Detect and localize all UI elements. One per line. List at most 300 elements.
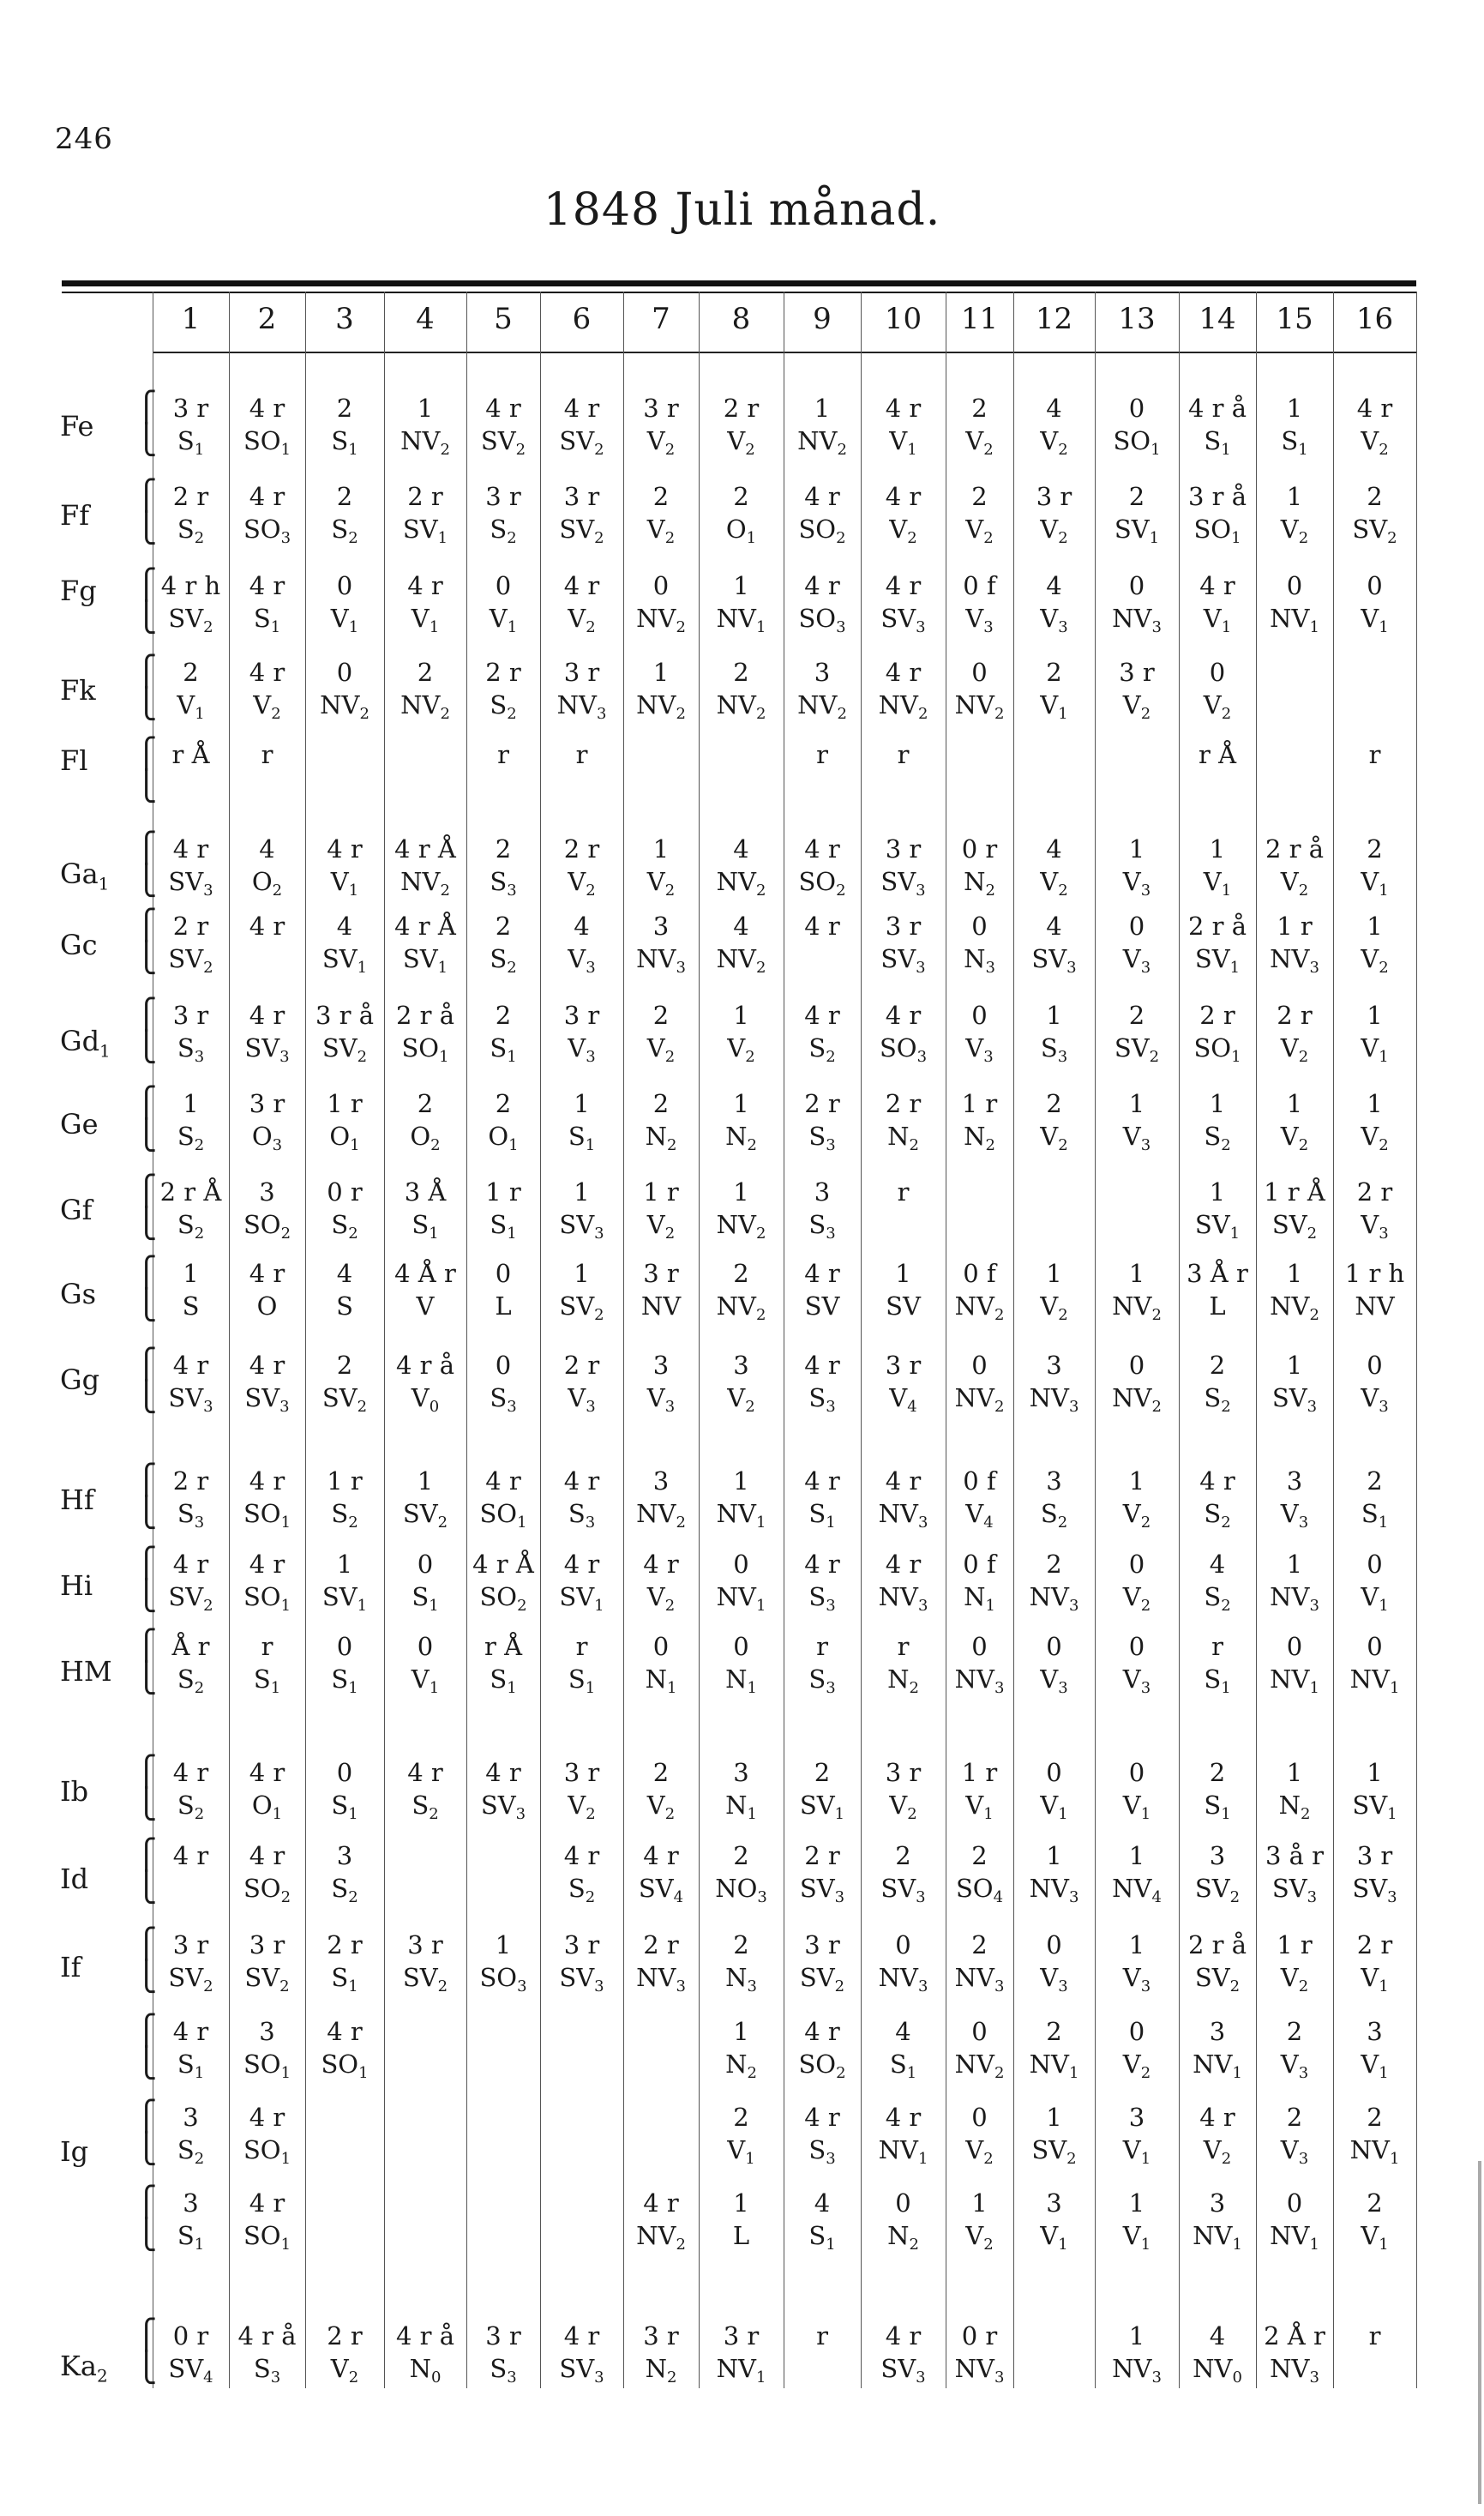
cell-direction: $V_3$ <box>1280 2050 1309 2082</box>
cell-direction: $V_2$ <box>1203 2135 1232 2168</box>
cell-value: 1 <box>574 1259 590 1288</box>
cell-direction: $SV_2$ <box>480 426 526 459</box>
cell-direction: $N_2$ <box>887 1122 919 1154</box>
cell-direction: $V_2$ <box>1280 1122 1309 1154</box>
cell-value: 0 <box>971 1632 988 1661</box>
cell-value: 2 <box>652 1089 670 1118</box>
cell-direction: $V_3$ <box>1122 867 1151 900</box>
cell-value: 2 <box>733 1841 749 1870</box>
cell-direction: $SV_1$ <box>321 944 368 977</box>
cell-value: 1 r <box>961 1758 998 1787</box>
cell-direction: $S_1$ <box>412 1210 439 1243</box>
cell-value: 4 <box>1209 1550 1226 1579</box>
cell-direction: $V_1$ <box>1040 2221 1068 2254</box>
column-header-day-11: 11 <box>960 302 999 336</box>
cell-value: 1 <box>574 1089 590 1118</box>
cell-direction: $N_2$ <box>887 1664 919 1697</box>
column-header-day-7: 7 <box>652 302 670 336</box>
cell-direction: $V_1$ <box>727 2135 755 2168</box>
brace-top-glyph: ⎧ <box>135 737 158 771</box>
cell-direction: $SO_1$ <box>243 2135 291 2168</box>
cell-value: 0 f <box>963 571 996 600</box>
cell-value: 4 <box>1046 394 1062 423</box>
cell-value: 0 <box>1046 1758 1062 1787</box>
cell-direction: $SO_1$ <box>1193 1033 1241 1066</box>
column-header-day-13: 13 <box>1118 302 1156 336</box>
cell-direction: $NV_3$ <box>1112 604 1162 636</box>
cell-value: 0 f <box>963 1466 996 1496</box>
cell-direction: $SV_1$ <box>559 1582 604 1615</box>
cell-value: 2 r <box>1356 1930 1393 1959</box>
cell-value: 1 <box>733 571 749 600</box>
cell-value: 4 r <box>249 1351 285 1380</box>
cell-direction: $S_1$ <box>490 1664 517 1697</box>
cell-direction: $SV_3$ <box>1031 944 1077 977</box>
brace-top-glyph: ⎧ <box>135 1628 158 1663</box>
cell-direction: $V_1$ <box>330 867 359 900</box>
cell-value: 4 r <box>172 834 209 864</box>
cell-direction: $NV_2$ <box>797 426 847 459</box>
cell-value: 2 <box>495 1089 512 1118</box>
cell-value: 2 r å <box>1187 912 1247 941</box>
cell-value: 2 r <box>804 1841 840 1870</box>
cell-direction: $V_2$ <box>727 426 755 459</box>
cell-direction: $SO_2$ <box>798 867 846 900</box>
cell-direction: $NV_2$ <box>636 690 686 723</box>
cell-value: 2 <box>1367 2103 1383 2132</box>
cell-direction: $NV_2$ <box>1112 1383 1162 1416</box>
cell-direction: $SV_2$ <box>1114 1033 1160 1066</box>
cell-direction: $SV_3$ <box>168 867 213 900</box>
station-label: Fg <box>60 575 97 607</box>
cell-value: 4 r <box>172 1550 209 1579</box>
cell-value: 3 <box>183 2103 199 2132</box>
cell-direction: $S_1$ <box>331 1664 358 1697</box>
cell-direction: $O_1$ <box>725 515 757 547</box>
cell-direction: $V_2$ <box>889 1791 917 1823</box>
cell-value: 0 <box>1286 2188 1303 2218</box>
cell-value: 0 <box>971 1351 988 1380</box>
cell-value: 1 <box>417 1466 434 1496</box>
cell-direction: $NV_3$ <box>1029 1874 1079 1906</box>
cell-value: 3 r <box>172 1001 209 1030</box>
cell-direction: $SO_1$ <box>243 426 291 459</box>
column-header-day-6: 6 <box>572 302 592 336</box>
cell-value: 3 r <box>723 2321 760 2350</box>
cell-direction: $SV_2$ <box>1194 1963 1241 1995</box>
cell-value: 1 <box>814 394 831 423</box>
cell-direction: $NV_3$ <box>1270 944 1319 977</box>
cell-direction: L <box>495 1291 512 1321</box>
cell-direction: $S_3$ <box>808 1664 836 1697</box>
cell-direction: $S_3$ <box>808 1582 836 1615</box>
column-header-day-3: 3 <box>335 302 354 336</box>
cell-direction: $V_1$ <box>1361 2050 1389 2082</box>
cell-direction: $V_2$ <box>965 2221 994 2254</box>
cell-direction: $S_1$ <box>1204 426 1231 459</box>
cell-value: 2 <box>1046 1550 1062 1579</box>
brace-bottom-glyph: ⎩ <box>135 1870 158 1905</box>
cell-value: 4 r <box>804 2103 840 2132</box>
cell-value: 1 <box>1367 1758 1383 1787</box>
station-label: Gg <box>60 1363 100 1396</box>
cell-value: 1 <box>733 1466 749 1496</box>
brace-bottom-glyph: ⎩ <box>135 1030 158 1064</box>
cell-direction: $SV_2$ <box>559 426 604 459</box>
cell-direction: $SV_2$ <box>559 1291 604 1324</box>
cell-direction: $NV_3$ <box>1029 1383 1079 1416</box>
page-title: 1848 Juli månad. <box>543 184 941 236</box>
cell-direction: $V_2$ <box>646 867 676 900</box>
cell-value: 4 r <box>885 1001 922 1030</box>
cell-direction: $V_2$ <box>646 515 676 547</box>
cell-value: 4 <box>574 912 590 941</box>
brace-top-glyph: ⎧ <box>135 568 158 602</box>
cell-direction: $S_2$ <box>808 1033 836 1066</box>
cell-value: 2 <box>1128 1001 1145 1030</box>
brace-top-glyph: ⎧ <box>135 908 158 942</box>
cell-value: 2 r <box>172 1466 209 1496</box>
brace-bottom-glyph: ⎩ <box>135 1959 158 1994</box>
cell-value: 4 r <box>407 1758 443 1787</box>
cell-value: 2 r <box>172 482 209 511</box>
cell-direction: SV <box>886 1291 921 1321</box>
cell-direction: $NV_1$ <box>1270 604 1319 636</box>
cell-value: 4 r <box>563 1466 600 1496</box>
cell-value: 4 r <box>885 658 922 687</box>
cell-direction: $SV_2$ <box>168 944 213 977</box>
brace-top-glyph: ⎧ <box>135 1255 158 1290</box>
cell-direction: $S_3$ <box>808 2135 836 2168</box>
cell-direction: $S_1$ <box>490 1210 517 1243</box>
cell-value: 3 <box>1367 2017 1383 2046</box>
cell-direction: $S_2$ <box>490 944 517 977</box>
brace-top-glyph: ⎧ <box>135 2013 158 2048</box>
cell-direction: $S_2$ <box>177 2135 205 2168</box>
cell-direction: $S_1$ <box>1281 426 1308 459</box>
cell-direction: $SV_2$ <box>1352 515 1397 547</box>
cell-direction: $V_2$ <box>330 2354 359 2387</box>
cell-value: 1 r Å <box>1264 1177 1325 1207</box>
cell-direction: $NV_1$ <box>716 1499 766 1532</box>
cell-value: 1 <box>1128 2188 1145 2218</box>
cell-direction: $NV_2$ <box>716 1291 766 1324</box>
cell-value: 4 r <box>885 2103 922 2132</box>
cell-value: 3 <box>814 1177 831 1207</box>
cell-value: 4 r <box>804 571 840 600</box>
cell-direction: $S_1$ <box>331 426 358 459</box>
cell-direction: $V_2$ <box>889 515 917 547</box>
cell-direction: $SV_1$ <box>1194 944 1241 977</box>
cell-value: 3 <box>652 1466 670 1496</box>
brace-bottom-glyph: ⎩ <box>135 511 158 545</box>
cell-direction: $SV_1$ <box>402 944 448 977</box>
cell-value: 2 r <box>327 2321 363 2350</box>
cell-value: 2 r <box>327 1930 363 1959</box>
cell-direction: $S_2$ <box>1204 1582 1231 1615</box>
top-rule-thick <box>62 280 1416 286</box>
cell-direction: $V_1$ <box>1122 2135 1151 2168</box>
brace-bottom-glyph: ⎩ <box>135 864 158 898</box>
cell-value: 3 r <box>485 482 521 511</box>
brace-top-glyph: ⎧ <box>135 1086 158 1120</box>
cell-direction: $SV_2$ <box>321 1033 368 1066</box>
cell-value: 3 r <box>249 1930 285 1959</box>
cell-value: 0 <box>1046 1930 1062 1959</box>
column-header-day-9: 9 <box>813 302 832 336</box>
cell-direction: $S_1$ <box>177 2221 205 2254</box>
cell-value: 1 <box>1046 1259 1062 1288</box>
cell-value: 2 <box>733 1259 749 1288</box>
cell-value: 0 <box>1128 912 1145 941</box>
cell-value: 1 <box>1128 2321 1145 2350</box>
cell-value: 4 r <box>563 394 600 423</box>
cell-direction: $N_3$ <box>964 944 995 977</box>
station-label: $Ga_1$ <box>60 858 110 894</box>
cell-value: 1 <box>183 1259 199 1288</box>
cell-value: 3 <box>1209 2017 1226 2046</box>
cell-value: r <box>1368 2321 1381 2350</box>
cell-direction: $V_2$ <box>646 1033 676 1066</box>
cell-value: 1 <box>1128 834 1145 864</box>
cell-direction: $S_1$ <box>1204 1791 1231 1823</box>
cell-direction: $S_3$ <box>808 1210 836 1243</box>
cell-direction: $V_2$ <box>568 867 596 900</box>
cell-direction: $O_1$ <box>488 1122 519 1154</box>
cell-direction: $S_1$ <box>568 1664 596 1697</box>
cell-direction: $V_1$ <box>1122 1791 1151 1823</box>
cell-direction: $V_1$ <box>1361 1033 1389 1066</box>
cell-value: 2 <box>1367 1466 1383 1496</box>
cell-direction: $SO_3$ <box>479 1963 527 1995</box>
cell-direction: $V_2$ <box>1280 1033 1309 1066</box>
cell-direction: $S_3$ <box>568 1499 596 1532</box>
cell-direction: $V_2$ <box>1280 515 1309 547</box>
cell-direction: $V_2$ <box>1040 867 1068 900</box>
cell-value: 3 <box>1046 2188 1062 2218</box>
cell-value: 4 r å <box>395 2321 455 2350</box>
cell-value: 4 r <box>1356 394 1393 423</box>
cell-value: 2 <box>1367 834 1383 864</box>
cell-value: 3 r <box>885 834 922 864</box>
cell-direction: $NV_2$ <box>400 426 450 459</box>
cell-value: 0 <box>336 1632 353 1661</box>
cell-value: 4 r <box>643 1550 679 1579</box>
cell-value: 2 r <box>563 1351 600 1380</box>
cell-direction: $SO_2$ <box>798 515 846 547</box>
cell-direction: $S_1$ <box>889 2050 917 2082</box>
cell-direction: $SV_2$ <box>799 1963 845 1995</box>
cell-value: 4 r <box>804 1550 840 1579</box>
cell-value: 0 <box>1367 1351 1383 1380</box>
cell-direction: $V_2$ <box>1122 690 1151 723</box>
cell-value: 3 <box>1286 1466 1303 1496</box>
cell-value: 1 r <box>327 1466 363 1496</box>
brace-top-glyph: ⎧ <box>135 1755 158 1789</box>
cell-direction: $S_2$ <box>331 1499 358 1532</box>
cell-direction: $V_1$ <box>1361 2221 1389 2254</box>
cell-direction: $NV_1$ <box>1029 2050 1079 2082</box>
cell-value: 2 <box>733 482 749 511</box>
brace-top-glyph: ⎧ <box>135 479 158 513</box>
cell-direction: $NV_2$ <box>954 1291 1005 1324</box>
cell-value: 2 <box>417 1089 434 1118</box>
cell-value: r Å <box>484 1632 523 1661</box>
cell-value: 2 <box>1128 482 1145 511</box>
cell-value: 0 <box>417 1632 434 1661</box>
cell-direction: $S_2$ <box>331 1874 358 1906</box>
cell-direction: $SV_1$ <box>321 1582 368 1615</box>
cell-direction: $V_2$ <box>727 1383 755 1416</box>
cell-value: 2 <box>336 394 353 423</box>
station-label: Ig <box>60 2135 89 2168</box>
cell-direction: $S_3$ <box>177 1033 205 1066</box>
cell-value: 1 <box>1046 1841 1062 1870</box>
cell-direction: S <box>336 1291 353 1321</box>
cell-value: 4 r Å <box>394 912 456 941</box>
cell-value: 3 r <box>885 912 922 941</box>
cell-value: 2 <box>733 2103 749 2132</box>
cell-direction: $V_2$ <box>253 690 281 723</box>
cell-value: 4 r <box>485 394 521 423</box>
brace-bottom-glyph: ⎩ <box>135 769 158 804</box>
cell-direction: $NV_2$ <box>636 2221 686 2254</box>
cell-direction: $N_2$ <box>725 1122 757 1154</box>
cell-value: 1 <box>1286 1089 1303 1118</box>
cell-direction: $S_2$ <box>1204 1383 1231 1416</box>
cell-value: 1 r <box>1277 912 1313 941</box>
cell-value: 4 r <box>172 1758 209 1787</box>
cell-value: 0 <box>1209 658 1226 687</box>
cell-direction: $S_1$ <box>331 1791 358 1823</box>
cell-value: 3 r <box>885 1351 922 1380</box>
cell-value: 3 r <box>563 1930 600 1959</box>
cell-value: 4 <box>336 1259 353 1288</box>
cell-value: 0 <box>971 912 988 941</box>
cell-direction: $V_2$ <box>1280 1963 1309 1995</box>
cell-value: 2 <box>652 1001 670 1030</box>
cell-value: 3 r <box>172 1930 209 1959</box>
cell-value: 3 Å r <box>1187 1259 1248 1288</box>
cell-value: 4 <box>1046 571 1062 600</box>
cell-value: 2 <box>183 658 199 687</box>
cell-value: 0 <box>1367 1632 1383 1661</box>
cell-direction: $O_3$ <box>251 1122 283 1154</box>
cell-value: 2 r <box>407 482 443 511</box>
cell-value: 3 r <box>485 2321 521 2350</box>
cell-direction: $SV_2$ <box>1031 2135 1077 2168</box>
cell-value: 4 r <box>885 571 922 600</box>
cell-value: 1 r <box>1277 1930 1313 1959</box>
cell-direction: V <box>416 1291 435 1321</box>
cell-direction: $S_2$ <box>177 1210 205 1243</box>
cell-direction: L <box>1209 1291 1226 1321</box>
cell-direction: $NV_2$ <box>954 1383 1005 1416</box>
cell-value: 1 <box>1286 1550 1303 1579</box>
cell-direction: $S_2$ <box>1040 1499 1068 1532</box>
cell-direction: $SV_3$ <box>244 1383 290 1416</box>
cell-value: 4 Å r <box>394 1259 456 1288</box>
cell-value: 3 <box>336 1841 353 1870</box>
cell-value: 2 r Å <box>159 1177 222 1207</box>
cell-value: 4 r <box>249 394 285 423</box>
cell-direction: $S_1$ <box>177 2050 205 2082</box>
cell-value: 1 <box>336 1550 353 1579</box>
cell-direction: $V_2$ <box>1203 690 1232 723</box>
cell-value: 4 r <box>885 2321 922 2350</box>
cell-direction: $NV_1$ <box>1193 2050 1242 2082</box>
cell-direction: $S_1$ <box>1361 1499 1389 1532</box>
cell-direction: $N_2$ <box>964 867 995 900</box>
cell-direction: $V_3$ <box>1122 1963 1151 1995</box>
cell-value: 1 <box>733 2188 749 2218</box>
cell-value: 3 <box>733 1351 749 1380</box>
cell-direction: $O_1$ <box>251 1791 283 1823</box>
page-number: 246 <box>55 122 113 156</box>
cell-direction: $S_1$ <box>253 1664 281 1697</box>
cell-direction: $V_3$ <box>568 1033 596 1066</box>
cell-value: 0 <box>733 1550 749 1579</box>
cell-direction: $S_1$ <box>568 1122 596 1154</box>
cell-value: 3 r <box>172 394 209 423</box>
cell-value: 1 r <box>643 1177 679 1207</box>
cell-value: 4 r <box>643 1841 679 1870</box>
station-label: Fe <box>60 410 94 442</box>
cell-direction: $V_2$ <box>965 426 994 459</box>
cell-value: 4 r <box>885 1550 922 1579</box>
cell-direction: $SV_3$ <box>799 1874 845 1906</box>
cell-value: 1 <box>1286 1758 1303 1787</box>
cell-value: 4 <box>1209 2321 1226 2350</box>
cell-direction: $NV_2$ <box>954 2050 1005 2082</box>
cell-direction: $V_2$ <box>1040 1122 1068 1154</box>
cell-direction: $S_2$ <box>568 1874 596 1906</box>
cell-direction: $SV_1$ <box>402 515 448 547</box>
cell-value: 3 <box>259 1177 275 1207</box>
cell-direction: O <box>256 1291 278 1321</box>
cell-value: 4 r <box>249 1001 285 1030</box>
cell-direction: $NV_1$ <box>1270 1664 1319 1697</box>
cell-direction: $V_1$ <box>1040 1791 1068 1823</box>
station-label: Gs <box>60 1278 96 1310</box>
cell-value: 1 <box>733 1001 749 1030</box>
cell-value: 1 r <box>961 1089 998 1118</box>
cell-value: 4 r <box>804 2017 840 2046</box>
cell-value: 2 r <box>1356 1177 1393 1207</box>
cell-value: 4 r <box>563 1841 600 1870</box>
cell-direction: $SV_3$ <box>480 1791 526 1823</box>
cell-direction: $NV_2$ <box>320 690 369 723</box>
cell-direction: $NV_2$ <box>878 690 928 723</box>
cell-value: 4 r Å <box>472 1550 534 1579</box>
cell-value: 2 <box>971 482 988 511</box>
cell-value: 3 <box>1046 1466 1062 1496</box>
cell-value: 0 <box>1367 571 1383 600</box>
brace-bottom-glyph: ⎩ <box>135 2046 158 2080</box>
cell-direction: $NV_3$ <box>1029 1582 1079 1615</box>
cell-value: 4 r <box>249 1758 285 1787</box>
cell-value: 3 r <box>885 1758 922 1787</box>
cell-value: 0 <box>1128 571 1145 600</box>
cell-value: 0 f <box>963 1550 996 1579</box>
cell-direction: $SV_2$ <box>559 515 604 547</box>
cell-direction: $SV_2$ <box>1194 1874 1241 1906</box>
cell-value: 4 r <box>885 482 922 511</box>
cell-value: 2 Å r <box>1264 2321 1325 2350</box>
cell-value: 0 r <box>172 2321 209 2350</box>
cell-value: 4 r <box>327 2017 363 2046</box>
cell-value: 4 r <box>249 1259 285 1288</box>
